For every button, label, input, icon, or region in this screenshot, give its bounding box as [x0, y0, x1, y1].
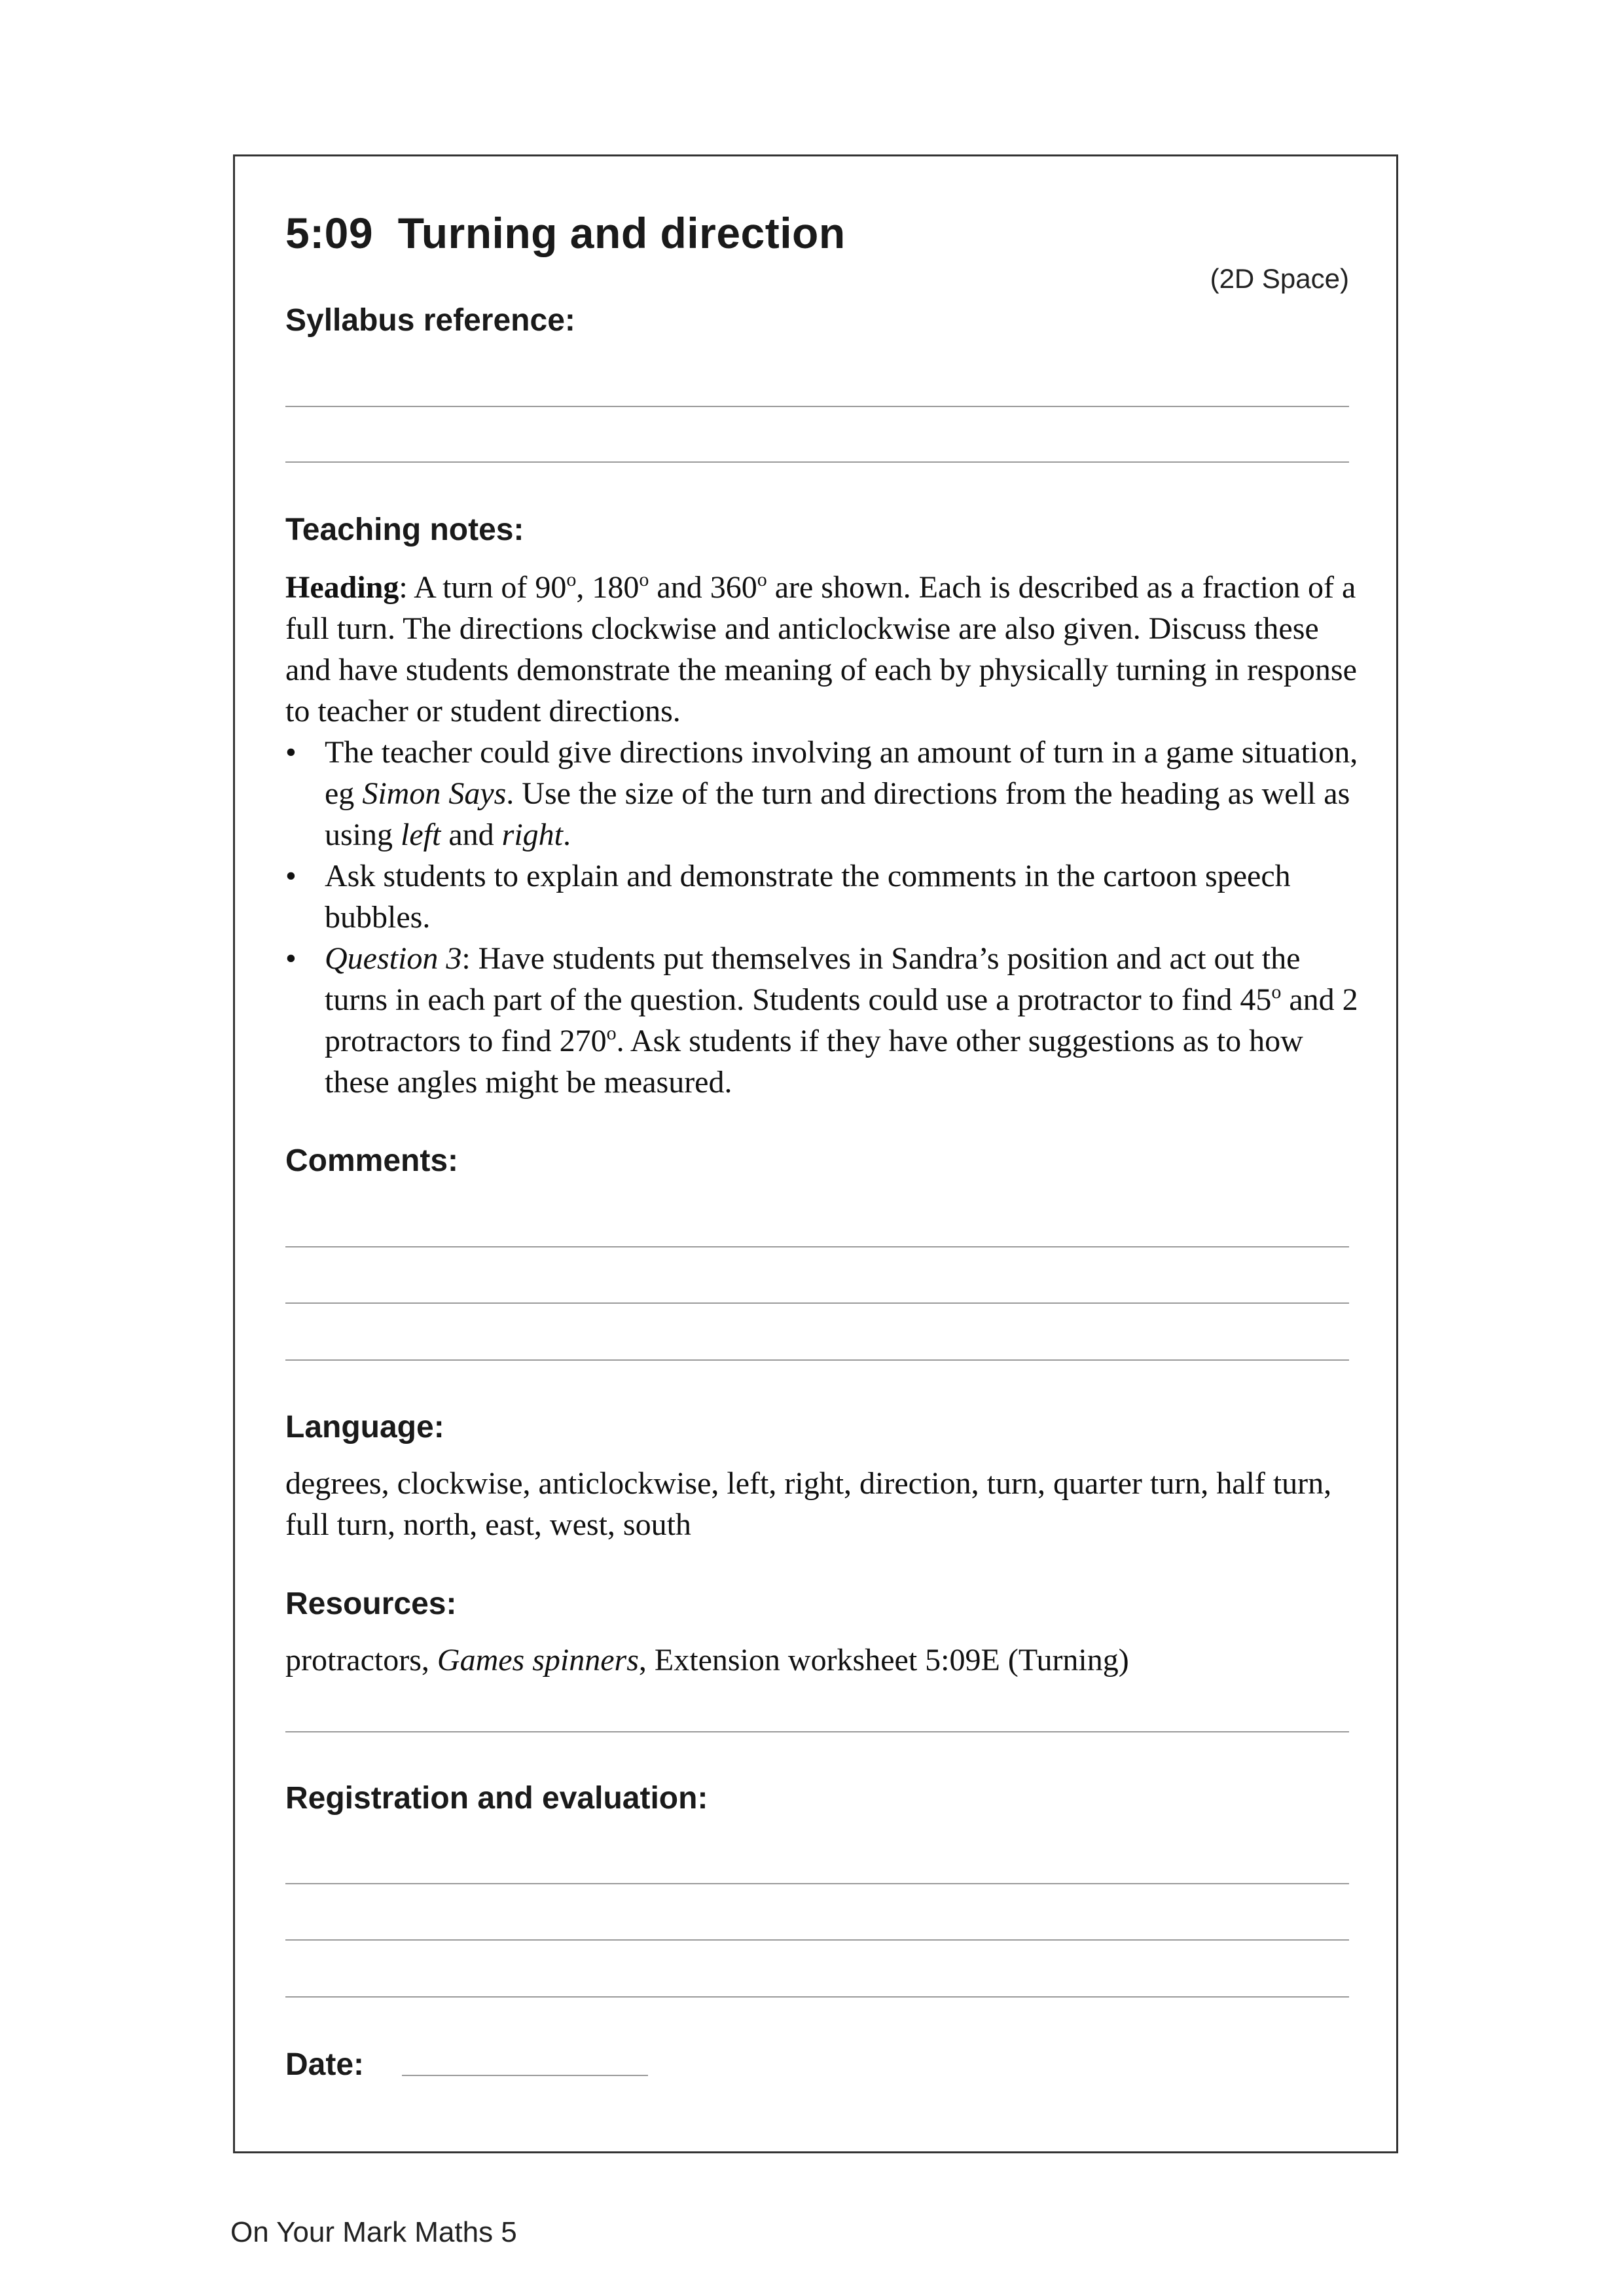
registration-line-3[interactable]	[285, 1996, 1349, 1998]
language-text: degrees, clockwise, anticlockwise, left, right, direction, turn, quarter turn, half turn, full turn, north, east, west, south	[285, 1466, 1332, 1542]
syllabus-line-2[interactable]	[285, 461, 1349, 463]
list-item: • Ask students to explain and demonstrate the comments in the cartoon speech bubbles.	[285, 855, 1359, 938]
resources-line[interactable]	[285, 1731, 1349, 1732]
resources-heading: Resources:	[285, 1587, 457, 1621]
teaching-notes-intro: Heading: A turn of 90$^o$, 180$^o$ and 360$^o$ are shown. Each is described as a fraction of a full turn. The directions clockwise and anticlockwise are also given. Discuss these and have students demonstrate the meaning of each by physically turning in response to teacher or student directions.	[285, 569, 1357, 728]
list-item: • The teacher could give directions involving an amount of turn in a game situation, eg Simon Says. Use the size of the turn and directions from the heading as well as using left and right.	[285, 732, 1359, 855]
teaching-notes-heading: Teaching notes:	[285, 512, 524, 547]
syllabus-heading: Syllabus reference:	[285, 303, 575, 338]
date-label: Date:	[285, 2047, 365, 2082]
footer-text: On Your Mark Maths 5	[230, 2216, 517, 2248]
registration-heading: Registration and evaluation:	[285, 1781, 708, 1816]
teaching-notes-list	[285, 732, 1359, 1103]
page-title: 5:09 Turning and direction	[285, 209, 846, 257]
comments-line-1[interactable]	[285, 1246, 1349, 1247]
list-item: • Question 3: Have students put themselves in Sandra’s position and act out the turns in each part of the question. Students could use a protractor to find 45$^o$ and 2 protractors to find 270$^o$. Ask students if they have other suggestions as to how these angles might be measured.	[285, 938, 1359, 1103]
registration-line-1[interactable]	[285, 1883, 1349, 1884]
comments-line-2[interactable]	[285, 1302, 1349, 1304]
teaching-notes-body	[285, 567, 1359, 1103]
comments-line-3[interactable]	[285, 1359, 1349, 1361]
resources-text: protractors, Games spinners, Extension worksheet 5:09E (Turning)	[285, 1643, 1129, 1677]
comments-heading: Comments:	[285, 1143, 459, 1178]
date-field[interactable]	[402, 2075, 648, 2076]
subject-tag: (2D Space)	[1210, 263, 1349, 294]
registration-line-2[interactable]	[285, 1939, 1349, 1941]
syllabus-line-1[interactable]	[285, 406, 1349, 407]
language-heading: Language:	[285, 1410, 444, 1444]
